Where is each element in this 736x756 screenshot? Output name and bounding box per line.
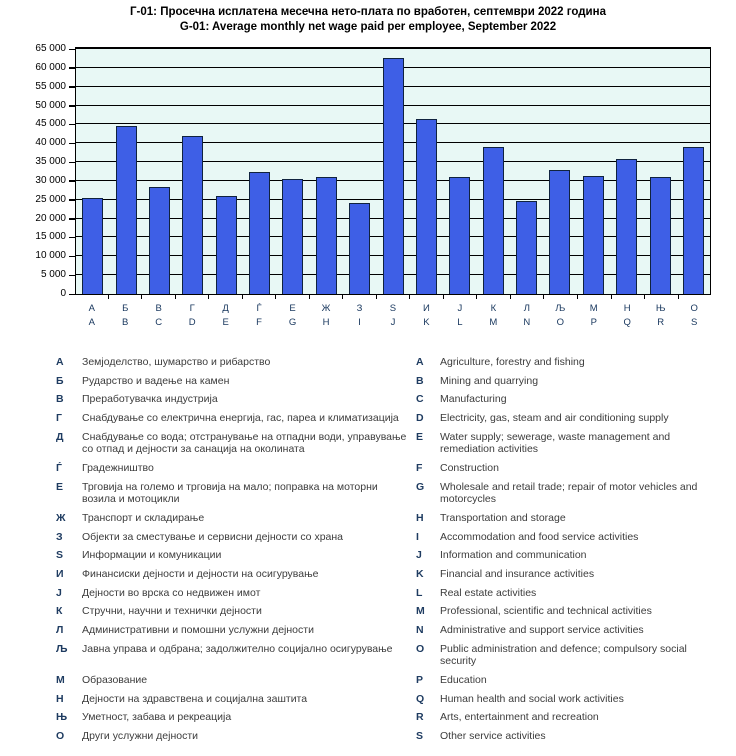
x-label-mk: В xyxy=(155,303,162,314)
x-label-mk: Л xyxy=(523,303,530,314)
legend-letter-mk: З xyxy=(56,530,63,543)
bar-D xyxy=(182,136,203,294)
legend-text-en: Real estate activities xyxy=(440,586,537,599)
y-tick-label: 30 000 xyxy=(35,174,66,186)
x-label-en: C xyxy=(155,317,163,328)
legend-letter-en: M xyxy=(416,605,425,618)
legend-text-en: Accommodation and food service activities xyxy=(440,530,639,543)
x-tick xyxy=(410,295,444,299)
legend-text-mk: Јавна управа и одбрана; задолжително социјално осигурување xyxy=(82,642,393,655)
bar-I xyxy=(349,203,370,294)
legend-text-mk: Други услужни дејности xyxy=(82,729,199,742)
y-tick-label: 65 000 xyxy=(35,43,66,54)
x-tick xyxy=(444,295,478,299)
y-tick-label: 60 000 xyxy=(35,61,66,73)
bar-slot xyxy=(410,119,443,294)
x-label-mk: Е xyxy=(289,303,296,314)
chart-title-en: G-01: Average monthly net wage paid per employee, September 2022 xyxy=(179,21,557,33)
bar-slot xyxy=(343,203,376,294)
legend-text-en: Information and communication xyxy=(440,549,587,562)
x-label-mk: Б xyxy=(122,303,129,314)
bar-B xyxy=(116,126,137,294)
y-tick-label: 15 000 xyxy=(35,231,66,243)
x-tick xyxy=(176,295,210,299)
bar-L xyxy=(449,177,470,294)
bar-J xyxy=(383,58,404,294)
legend-text-en: Public administration and defence; compulsory social security xyxy=(440,642,687,668)
x-label-mk: О xyxy=(690,303,698,314)
x-tick xyxy=(142,295,176,299)
legend-letter-en: D xyxy=(416,412,424,425)
bar-slot xyxy=(109,126,142,294)
legend-text-en: Financial and insurance activities xyxy=(440,567,595,580)
bar-slot xyxy=(643,177,676,294)
bar-P xyxy=(583,176,604,294)
x-label-mk: К xyxy=(490,303,497,314)
x-label-en: A xyxy=(88,317,95,328)
legend-text-mk: Административни и помошни услужни дејности xyxy=(82,623,314,636)
legend-text-en: Arts, entertainment and recreation xyxy=(440,711,599,724)
x-label-en: G xyxy=(288,317,297,328)
legend-letter-en: H xyxy=(416,511,424,524)
x-label-mk: М xyxy=(589,303,598,314)
y-tick-label: 40 000 xyxy=(35,137,66,149)
x-label-mk: И xyxy=(423,303,430,314)
bar-slot xyxy=(76,198,109,294)
legend-text-en: Professional, scientific and technical activities xyxy=(440,605,652,618)
legend-letter-mk: К xyxy=(56,605,63,618)
legend-letter-en: I xyxy=(416,530,419,543)
category-legend xyxy=(56,356,732,742)
x-tick xyxy=(477,295,511,299)
x-axis-labels-mk xyxy=(75,303,711,314)
legend-letter-en: F xyxy=(416,461,423,474)
bar-F xyxy=(249,172,270,294)
legend-letter-en: K xyxy=(416,567,424,580)
x-tick xyxy=(511,295,545,299)
x-label-mk: Ј xyxy=(457,303,463,314)
y-tick-label: 10 000 xyxy=(35,250,66,262)
legend-letter-mk: О xyxy=(56,729,65,742)
legend-letter-en: P xyxy=(416,673,424,686)
legend-text-en: Electricity, gas, steam and air conditioning supply xyxy=(440,412,669,425)
legend-text-en: Other service activities xyxy=(440,729,546,742)
bar-C xyxy=(149,187,170,294)
bar-Q xyxy=(616,159,637,294)
x-tick xyxy=(343,295,377,299)
legend-text-mk: Трговија на големо и трговија на мало; поправка на моторни возила и мотоцикли xyxy=(82,480,378,506)
x-label-en: O xyxy=(556,317,564,328)
legend-letter-en: J xyxy=(416,549,422,562)
legend-letter-en: G xyxy=(416,480,425,493)
bar-slot xyxy=(677,147,710,294)
legend-text-en: Human health and social work activities xyxy=(440,692,624,705)
bar-N xyxy=(516,201,537,294)
legend-text-en: Agriculture, forestry and fishing xyxy=(440,356,585,368)
bar-O xyxy=(549,170,570,294)
x-label-en: S xyxy=(691,317,698,328)
legend-text-mk: Информации и комуникации xyxy=(82,549,222,562)
bar-slot xyxy=(610,159,643,294)
legend-letter-mk: Б xyxy=(56,374,64,387)
legend-letter-mk: Њ xyxy=(56,711,68,724)
legend-letter-mk: Д xyxy=(56,430,64,443)
legend-text-mk: Градежништво xyxy=(82,461,154,474)
legend-text-mk: Дејности во врска со недвижен имот xyxy=(82,586,261,599)
bar-slot xyxy=(210,196,243,294)
x-label-en: D xyxy=(188,317,196,328)
legend-text-mk: Земјоделство, шумарство и рибарство xyxy=(82,356,271,368)
y-tick-label: 5 000 xyxy=(40,269,66,281)
legend-text-en: Construction xyxy=(440,461,499,474)
x-tick xyxy=(679,295,712,299)
x-tick xyxy=(243,295,277,299)
x-label-mk: Ж xyxy=(321,303,331,314)
bar-slot xyxy=(143,187,176,294)
legend-text-mk: Снабдување со вода; отстранување на отпадни води, управување со отпад и дејности за санација на околината xyxy=(82,430,407,456)
bar-slot xyxy=(577,176,610,294)
bar-H xyxy=(316,177,337,294)
x-tick xyxy=(544,295,578,299)
legend-letter-en: E xyxy=(416,430,424,443)
legend-text-en: Water supply; sewerage, waste management and remediation activities xyxy=(440,430,671,456)
x-axis-ticks xyxy=(75,295,711,299)
legend-letter-en: B xyxy=(416,374,424,387)
bar-series xyxy=(76,48,710,294)
x-tick xyxy=(209,295,243,299)
legend-text-mk: Стручни, научни и технички дејности xyxy=(82,605,262,618)
y-tick-label: 20 000 xyxy=(35,212,66,224)
x-label-en: I xyxy=(358,317,361,328)
legend-letter-en: L xyxy=(416,586,423,599)
legend-letter-mk: М xyxy=(56,673,65,686)
legend-text-mk: Рударство и вадење на камен xyxy=(82,374,230,387)
y-tick-label: 50 000 xyxy=(35,99,66,111)
bar-slot xyxy=(510,201,543,294)
legend-text-mk: Финансиски дејности и дејности на осигурување xyxy=(82,567,319,580)
x-tick xyxy=(276,295,310,299)
x-label-mk: Њ xyxy=(655,303,666,314)
legend-letter-mk: И xyxy=(56,567,64,580)
bar-M xyxy=(483,147,504,294)
x-label-mk: А xyxy=(88,303,95,314)
legend-text-mk: Транспорт и складирање xyxy=(82,511,205,524)
legend-text-mk: Дејности на здравствена и социјална заштита xyxy=(82,692,308,705)
bar-slot xyxy=(310,177,343,294)
y-tick-label: 25 000 xyxy=(35,193,66,205)
x-label-mk: Ѕ xyxy=(389,303,397,314)
legend-letter-mk: Ј xyxy=(56,586,62,599)
y-tick-label: 55 000 xyxy=(35,80,66,92)
bar-slot xyxy=(176,136,209,294)
x-tick xyxy=(612,295,646,299)
legend-letter-mk: Ѓ xyxy=(56,461,62,474)
legend-letter-en: O xyxy=(416,642,425,655)
bar-R xyxy=(650,177,671,294)
x-label-en: H xyxy=(322,317,330,328)
legend-letter-en: R xyxy=(416,711,424,724)
legend-text-mk: Снабдување со електрична енергија, гас, пареа и климатизација xyxy=(82,412,399,425)
x-tick xyxy=(377,295,411,299)
legend-text-mk: Објекти за сместување и сервисни дејности со храна xyxy=(82,530,344,543)
x-label-mk: Г xyxy=(189,303,195,314)
x-label-en: J xyxy=(390,317,396,328)
legend-letter-mk: Л xyxy=(56,623,64,636)
legend-letter-mk: Љ xyxy=(56,642,68,655)
y-tick-label: 35 000 xyxy=(35,156,66,168)
legend-letter-mk: Ж xyxy=(56,511,66,524)
chart-title-mk: Г-01: Просечна исплатена месечна нето-плата по вработен, септември 2022 година xyxy=(130,6,606,18)
legend-letter-mk: В xyxy=(56,393,64,406)
x-label-en: N xyxy=(523,317,531,328)
x-label-en: L xyxy=(457,317,463,328)
bar-slot xyxy=(376,58,409,294)
legend-letter-mk: Ѕ xyxy=(56,549,64,562)
bar-A xyxy=(82,198,103,294)
bar-K xyxy=(416,119,437,294)
legend-letter-en: Q xyxy=(416,692,425,705)
legend-letter-en: A xyxy=(416,356,424,368)
plot-area xyxy=(75,47,711,295)
x-label-en: K xyxy=(423,317,430,328)
bar-slot xyxy=(276,179,309,294)
legend-text-en: Manufacturing xyxy=(440,393,507,406)
x-label-en: Q xyxy=(623,317,631,328)
x-tick xyxy=(109,295,143,299)
x-label-mk: Д xyxy=(222,303,229,314)
legend-text-mk: Образование xyxy=(82,673,148,686)
legend-letter-en: C xyxy=(416,393,424,406)
x-tick xyxy=(75,295,109,299)
bar-slot xyxy=(543,170,576,294)
bar-slot xyxy=(443,177,476,294)
y-tick-label: 45 000 xyxy=(35,118,66,130)
legend-text-en: Transportation and storage xyxy=(440,511,566,524)
bar-slot xyxy=(243,172,276,294)
legend-text-mk: Уметност, забава и рекреација xyxy=(82,711,232,724)
legend-letter-mk: А xyxy=(56,356,64,368)
x-label-en: B xyxy=(122,317,129,328)
bar-E xyxy=(216,196,237,294)
x-label-en: E xyxy=(222,317,229,328)
x-axis-labels-en xyxy=(75,317,711,328)
x-label-mk: Н xyxy=(623,303,631,314)
legend-letter-mk: Н xyxy=(56,692,64,705)
legend-text-en: Mining and quarrying xyxy=(440,374,539,387)
y-tick-label: 0 xyxy=(60,288,66,299)
x-label-en: R xyxy=(657,317,665,328)
legend-letter-en: N xyxy=(416,623,424,636)
x-label-mk: Љ xyxy=(555,303,566,314)
x-label-en: P xyxy=(590,317,597,328)
bar-slot xyxy=(477,147,510,294)
legend-letter-mk: Г xyxy=(56,412,62,425)
bar-S xyxy=(683,147,704,294)
legend-letter-en: S xyxy=(416,729,424,742)
x-label-en: M xyxy=(489,317,498,328)
legend-letter-mk: Е xyxy=(56,480,64,493)
x-label-en: F xyxy=(256,317,262,328)
bar-G xyxy=(282,179,303,294)
legend-text-en: Education xyxy=(440,673,487,686)
legend-text-mk: Преработувачка индустрија xyxy=(82,393,218,406)
legend-text-en: Wholesale and retail trade; repair of motor vehicles and motorcycles xyxy=(440,480,698,506)
x-tick xyxy=(310,295,344,299)
legend-text-en: Administrative and support service activities xyxy=(440,623,644,636)
x-label-mk: Ѓ xyxy=(256,303,262,314)
x-tick xyxy=(645,295,679,299)
x-label-mk: З xyxy=(356,303,363,314)
x-tick xyxy=(578,295,612,299)
